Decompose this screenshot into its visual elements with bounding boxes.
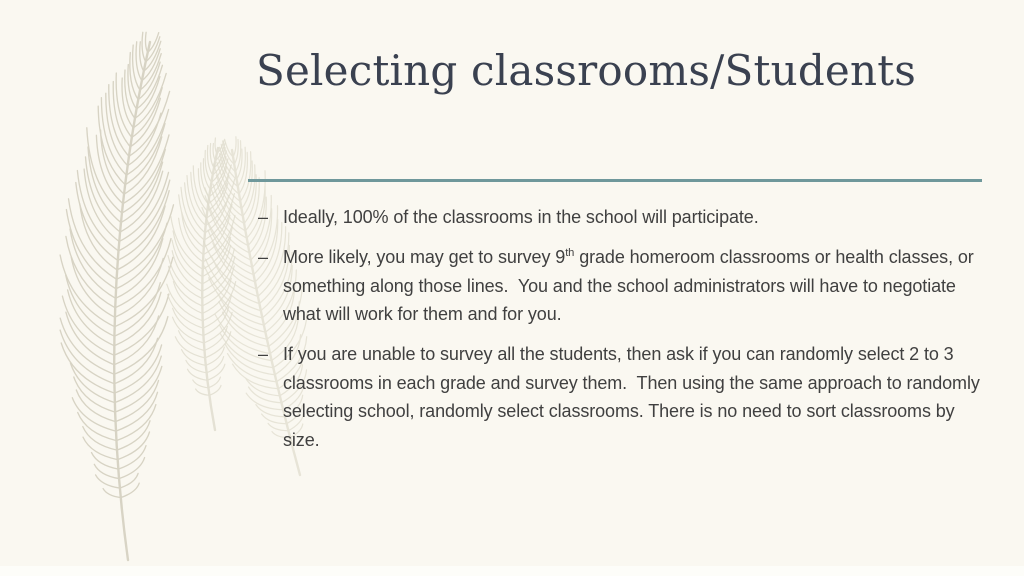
slide-title: Selecting classrooms/Students xyxy=(256,46,917,95)
bullet-text: If you are unable to survey all the students, then ask if you can randomly select 2 to 3 classrooms in each grade and survey them. Then using the same approach to randomly selecting school, randomly select classrooms. There is no need to sort classrooms by size. xyxy=(283,344,985,450)
title-divider-line xyxy=(248,179,982,182)
bullet-dash-marker: – xyxy=(258,344,268,364)
bullet-text: Ideally, 100% of the classrooms in the school will participate. xyxy=(283,207,759,227)
bottom-margin-strip xyxy=(0,566,1024,576)
bullet-text: More likely, you may get to survey 9th grade homeroom classrooms or health classes, or something along those lines. You and the school administrators will have to negotiate what will work for them and for you. xyxy=(283,247,979,324)
bullet-item xyxy=(258,203,998,232)
bullet-list xyxy=(258,203,998,466)
bullet-item xyxy=(258,340,998,454)
bullet-dash-marker: – xyxy=(258,247,268,267)
bullet-item xyxy=(258,243,998,329)
bullet-dash-marker: – xyxy=(258,207,268,227)
